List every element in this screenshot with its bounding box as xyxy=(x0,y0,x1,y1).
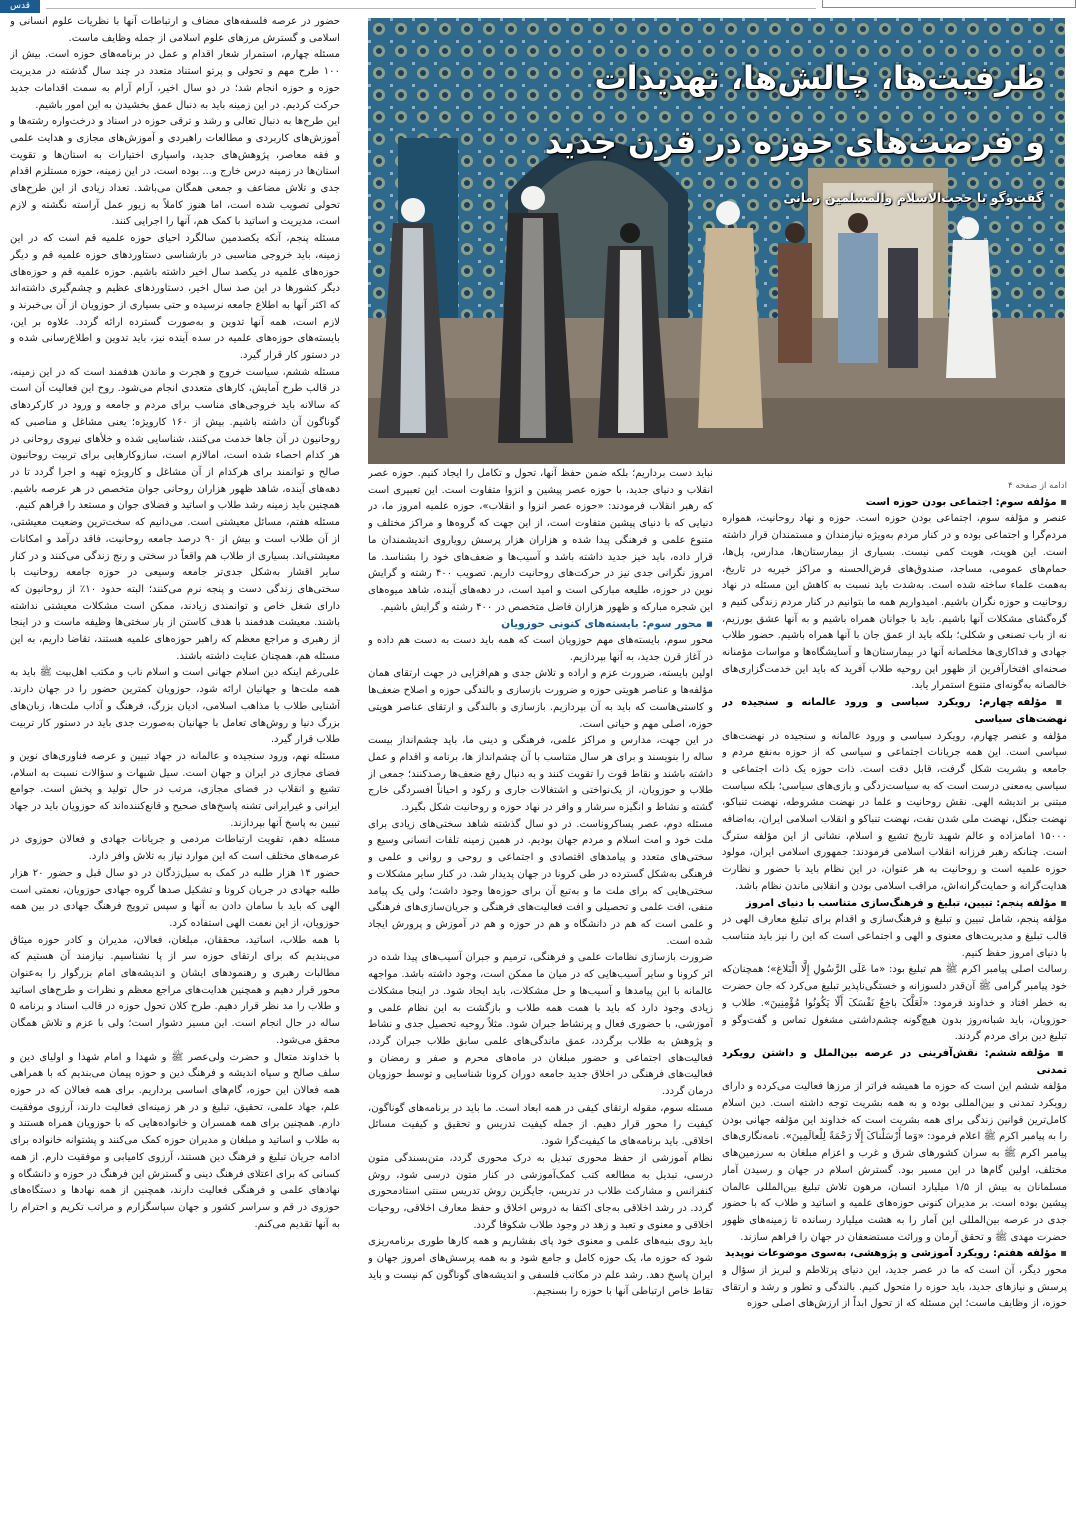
article-column-right xyxy=(722,478,1067,1520)
hero-photo xyxy=(368,18,1065,464)
headline-block xyxy=(545,58,1045,162)
paragraph: مؤلفه ششم این است که حوزه ما همیشه فراتر از مرزها فعالیت می‌کرده و دارای رویکرد تمدنی و بین‌المللی بوده و به همه بشریت توجه داشته است. دین اسلام کامل‌ترین قوانین زندگی برای همه بشریت است که خداوند این مؤلفه جهانی بودن را به پیامبر اکرم ﷺ اعلام فرمود: «وَما أَرْسَلْناکَ إِلّا رَحْمَةً لِلْعالَمِینَ». نامه‌نگاری‌های پیامبر اکرم ﷺ به سران کشورهای شرق و غرب و اعزام مبلغان به سرزمین‌های مختلف، اولین گام‌ها در این مسیر بود. گسترش اسلام در جهان و رسیدن آمار مسلمانان به بیش از ۱/۵ میلیارد انسان، مرهون تلاش تبلیغ بین‌المللی عالمان پیشین بوده است. بر مدیران کنونی حوزه‌های علمیه و اساتید و طلاب که با حضور جدی در عرصه بین‌المللی این آمار را به هشت میلیارد رسانده تا زمینه‌های ظهور حضرت مهدی ﷺ و تحقق آرمان و وراثت مستضعفان در جهان را فراهم سازند. xyxy=(722,1081,1067,1243)
masthead-logo-bar xyxy=(0,0,40,13)
subheading-component-5: ▪ مؤلفه پنجم: تبیین، تبلیغ و فرهنگ‌سازی متناسب با دنیای امروز xyxy=(722,896,1067,913)
paragraph: محور دیگر، آن است که ما در عصر جدید، این دنیای پرتلاطم و لبریز از سؤال و پرسش و نیازهای جدید، باید حوزه را متحول کنیم. بالندگی و تطور و رشد و ارتقای حوزه، از وظایف ماست؛ این مسئله که از تحول ابداً از ارزش‌های اصلی حوزه xyxy=(722,1265,1067,1310)
section-heading-axis-3: ▪ محور سوم: بایسته‌های کنونی حوزویان xyxy=(368,616,713,633)
paragraph: حضور در عرصه فلسفه‌های مضاف و ارتباطات آنها با نظریات علوم انسانی و اسلامی و گسترش مرزهای علوم اسلامی از جمله وظایف ماست. xyxy=(10,16,340,44)
paragraph: در این جهت، مدارس و مراکز علمی، فرهنگی و دینی ما، باید چشم‌انداز بیست ساله را بنویسند و برای هر سال متناسب با آن چشم‌انداز ها، برنامه و اقدام و عمل داشته باشند و نقاط قوت را تقویت کنند و به دنبال رفع ضعف‌ها رصدکنند؛ جمعی از طلاب و حوزویان، از یک‌نواختی و اشتغالات جاری و رکود و احیاناً افسردگی خارج گشته و نشاط و انگیزه سرشار و وافر در نهاد حوزه و روحانیت شکل بگیرد. xyxy=(368,735,713,814)
paragraph-issue-7: مسئله هفتم، مسائل معیشتی است. می‌دانیم که سخت‌ترین وضعیت معیشتی، از آن طلاب است و بیش از ۹۰ درصد جامعه روحانیت، فاقد درآمد و امکانات معیشتی‌اند. بسیاری از طلاب هم واقعاً در سختی و رنج زندگی می‌کنند و در کنار سایر اقشار به‌شکل جدی‌تر جامعه وسیعی در حوزه جامعه روحانیت با سختی‌های زندگی دست و پنجه نرم می‌کنند؛ البته حدود ۱۰٪ از روحانیون که دارای شغل خاص و توانمندی زیادند، ممکن است مشکلات معیشتی نداشته باشند. معیشت هدفمند با هدف کاستن از بار سختی‌ها وظیفه ماست و در اینجا از رهبری و مراجع معظم که راهبر حوزه‌های علمیه هستند، تقاضا داریم، به این مسئله هم، همچنان عنایت داشته باشند. xyxy=(10,517,340,662)
paragraph: ضرورت بازسازی نظامات علمی و فرهنگی، ترمیم و جبران آسیب‌های پیدا شده در اثر کرونا و سایر آسیب‌هایی که در میان ما ممکن است، وجود داشته باشد. مواجهه عالمانه با این پیامدها و آسیب‌ها و حل مشکلات، باید ایجاد شود. در اینجا مشکلات زیادی وجود دارد که باید با همت همه طلاب و بازگشت به این نظام علمی و آموزشی، با حضوری فعال و پرنشاط جبران شود. مثلاً روحیه تحصیل جدی و نشاط و پژوهش به طلاب برگردد، عمق ماندگی‌های علمی سابق طلاب جبران گردد، فعالیت‌های اجتماعی و حضور مبلغان در ماه‌های محرم و صفر و رمضان و فعالیت‌های فرهنگی در اخلاق جدید جامعه دوران کرونا شناسایی و توسط حوزویان درمان گردد. xyxy=(368,952,713,1098)
paragraph-issue-2: مسئله دوم، عصر پساکروناست. در دو سال گذشته شاهد سختی‌های زیادی برای ملت خود و امت اسلام و مردم جهان بودیم. در همین زمینه تلفات انسانی وسیع و سختی‌های متعدد و پیامدهای اقتصادی و اجتماعی و روحی و روانی و علمی و فرهنگی به‌شکل گسترده در طی کرونا در جهان پدیدار شد. در کنار سایر مشکلات و سختی‌هایی که برای ملت ما و به‌تبع آن برای حوزه‌ها وجود داشت؛ ولی یک پیامد منفی، افت علمی و تحصیلی و افت فعالیت‌های فرهنگی و جریان‌سازی‌های فرهنگی و علمی است که هم در دانشگاه و هم در حوزه و هم در آموزش و پرورش ایجاد شده است. xyxy=(368,818,713,947)
paragraph: حضور ۱۴ هزار طلبه در کمک به سیل‌زدگان در دو سال قبل و حضور ۲۰ هزار طلبه جهادی در جریان کرونا و تشکیل صدها گروه جهادی حوزویان، نعمتی است الهی که باید با سامان دادن به آنها و سپس ترویج فرهنگ جهادی در بین همه حوزویان، از این نعمت الهی استفاده کرد. xyxy=(10,867,340,929)
paragraph-issue-4 xyxy=(10,47,340,114)
paragraph: باید روی بنیه‌های علمی و معنوی خود پای بفشاریم و همه کارها طوری برنامه‌ریزی شود که حوزه ما، یک حوزه کامل و جامع شود و به همه پرسش‌های امروز جهان و ایران پاسخ دهد. رشد علم در مکاتب فلسفی و اندیشه‌های گوناگون کم نیست و باید تقاط خاص ارتباطی آنها با حوزه را بسنجیم. xyxy=(368,1236,713,1298)
paragraph: نباید دست برداریم؛ بلکه ضمن حفظ آنها، تحول و تکامل را ایجاد کنیم. حوزه عصر انقلاب و دنیای جدید، با حوزه عصر پیشین و انزوا متفاوت است. این تعبیری است که رهبر انقلاب فرمودند: «حوزه عصر انزوا و انقلاب»، حوزه علمیه امروز ما، در دنیایی که با دنیای پیشین متفاوت است، از این جهت که گروه‌ها و مراکز مختلف و متنوع علمی و فرهنگی پیدا شده و هزاران هزار پرسش رویاروی اندیشمندان ما قرار داده، باید خیز جدید داشته باشد و آسیب‌ها و ضعف‌های خود را بشناسد. ما امروز نگرانی جدی نیز در حرکت‌های روحانیت داریم. تصویب ۴۰۰ رشته و گرایش نوین در حوزه، طلیعه مبارکی است و امید است، در دهه‌های آینده، شاهد میوه‌های این شجره مبارکه و ظهور هزاران فاضل متخصص در ۴۰۰ رشته و گرایش باشیم. xyxy=(368,468,713,613)
paragraph: محور سوم، بایسته‌های مهم حوزویان است که همه باید دست به دست هم داده و در آغاز قرن جدید، به آنها بپردازیم. xyxy=(368,635,713,663)
paragraph: عنصر و مؤلفه سوم، اجتماعی بودن حوزه است. حوزه و نهاد روحانیت، همواره مردم‌گرا و اجتماعی بوده و در کنار مردم به‌ویژه نیازمندان و مستمندان قرار داشته است. این هویت، هویت کمی نیست. بسیاری از بیمارستان‌ها، مدارس، پل‌ها، حمام‌های عمومی، مساجد، صندوق‌های قرض‌الحسنه و مراکز خیریه در تاریخ، به‌همت علماء ساخته شده است. به‌شدت باید نسبت به کاهش این مسئله در نهاد روحانیت و حوزه نگران باشیم. امیدواریم همه ما بتوانیم در کنار مردم زندگی کنیم و گره‌گشای مشکلات آنها باشیم. باید با جوانان همراه باشیم و به آنها عشق بورزیم، نه از باب تصنعی و شکلی؛ بلکه باید از عمق جان با آنها همراه باشیم. حضور طلاب جهادی و فداکاری‌ها مخلصانه آنها در بیمارستان‌ها و آسایشگاه‌ها و مواسات مؤمنانه صحنه‌ای افتخارآفرین از ظهور این روحیه طلاب آفرید که باید این خدمت‌گزاری‌های خالصانه به‌گونه‌ای متنوع استمرار یابد. xyxy=(722,513,1067,692)
paragraph: با خداوند متعال و حضرت ولی‌عصر ﷺ و شهدا و امام شهدا و اولیای دین و سلف صالح و سپاه اندیشه و فرهنگ دین و حوزه پیمان می‌بندیم که با همراهی همه فعالان این حوزه، گام‌های اساسی برداریم. برای همه فعالان که در حوزه علم، جهاد علمی، تحقیق، تبلیغ و در هر زمینه‌ای فعالیت دارند، آرزوی موفقیت دارم. همچنین برای همه همسران و خانواده‌هایی که با حوزویان همراه هستند و به طلاب و اساتید و مبلغان و مدیران حوزه کمک می‌کنند و پشتوانه خانواده برای ادامه جریان تبلیغ و فرهنگ دین هستند، آرزوی کامیابی و موفقیت دارم. از همه کسانی که برای اعتلای فرهنگ دینی و گسترش این فرهنگ در حوزه و دانشگاه و نهادهای علمی و فرهنگی فعالیت دارند، همچنین از همه نهادها و دستگاه‌های حوزوی در قم و سراسر کشور و جهان سپاسگزارم و مراتب تکریم و احترام را به آنها تقدیم می‌کنم. xyxy=(10,1051,340,1230)
paragraph: مؤلفه پنجم، شامل تبیین و تبلیغ و فرهنگ‌سازی و اقدام برای تبلیغ معارف الهی در قالب تبلیغ و مدیریت‌های معنوی و الهی و اجتماعی است که این را نیز باید متناسب با دنیای امروز حفظ کنیم. xyxy=(722,914,1067,959)
headline-line-1: ظرفیت‌ها، چالش‌ها، تهدیدات xyxy=(594,59,1045,97)
paragraph-issue-6: مسئله ششم، سیاست خروج و هجرت و ماندن هدفمند است که در این زمینه، در قالب طرح آمایش، کارهای متعددی انجام می‌شود. روح این فعالیت آن است که سالانه باید خروجی‌های مناسب برای مردم و جامعه و ورود در کارکردهای گوناگون آن داشته باشیم. بیش از ۱۶۰ کارویژه؛ یعنی مشاغل و مناصبی که روحانیون در آن جاها خدمت می‌کنند، شناسایی شده و خلأهای نیروی روحانی در هر کدام احصاء شده است، امالازم است، سازوکارهایی برای تربیت روحانیون صالح و توانمند برای هرکدام از آن مشاغل و کارویژه تهیه و اجرا گردد تا در دهه‌های آینده، شاهد ظهور هزاران روحانی جوان متخصص در هر عرصه باشیم. همچنین باید زمینه رشد طلاب و اساتید و فضلای جوان و مستعد را فراهم کنیم. xyxy=(10,366,340,512)
subheading-component-4: ▪ مؤلفه چهارم: رویکرد سیاسی و ورود عالمانه و سنجیده در نهضت‌های سیاسی xyxy=(722,695,1067,728)
paragraph-issue-5: مسئله پنجم، آنکه یکصدمین سالگرد احیای حوزه علمیه قم است که در این زمینه، باید خروجی مناسبی در بازشناسی دستاوردهای حوزه علمیه قم و دیگر حوزه‌های علمیه در یکصد سال اخیر داشته باشیم. حوزه علمیه قم و حوزه‌های دیگر کشورها در این صد سال اخیر، دستاوردهای عظیم و چشم‌گیری داشته‌اند که اکثر آنها به اطلاع جامعه نرسیده و حتی بسیاری از حوزویان از آن بی‌خبرند و لازم است، همه آنها تدوین و به‌صورت گسترده ارائه گردد. علاوه بر این، بایسته‌های حوزه‌های علمیه در سده آینده نیز، باید تدوین و اطلاع‌رسانی شده و در دستور کار قرار گیرد. xyxy=(10,233,340,362)
paragraph: با همه طلاب، اساتید، محققان، مبلغان، فعالان، مدیران و کادر حوزه میثاق می‌بندیم که برای ارتقای حوزه سر از پا نشناسیم. نیازمند آن هستیم که مطالبات رهبری و رهنمودهای ایشان و اندیشه‌های امام بزرگوار را به‌عنوان محور قرار دهیم و همچنین هدایت‌های مراجع معظم و نظرات و طرح‌های اساتید و طلاب را مد نظر قرار دهیم. طرح کلان تحول حوزه در قالب اسناد و برنامه ۵ ساله در حال انجام است. این مسیر دشوار است؛ ولی با عزم و تلاش همگان محقق می‌شود. xyxy=(10,934,340,1046)
paragraph-issue-10: مسئله دهم، تقویت ارتباطات مردمی و جریانات جهادی و فعالان حوزوی در عرصه‌های مختلف است که این موارد نیاز به تلاش وافر دارد. xyxy=(10,834,340,863)
interview-byline: گفت‌وگو با حجت‌الاسلام والمسلمین زمانی xyxy=(783,190,1043,205)
paragraph: علی‌رغم اینکه دین اسلام جهانی است و اسلام ناب و مکتب اهل‌بیت ﷺ باید به همه ملت‌ها و جهانیان ارائه شود، حوزویان کمترین حضور را در جهان دارند. آشنایی طلاب با مذاهب اسلامی، ادیان بزرگ، فرهنگ و آداب ملت‌ها، زبان‌های بزرگ دنیا و روش‌های تعامل با جهانیان به‌صورت جدی باید در دستور کار تربیت طلاب قرار گیرد. xyxy=(10,667,340,746)
masthead-rule xyxy=(46,8,816,9)
paragraph: مؤلفه و عنصر چهارم، رویکرد سیاسی و ورود عالمانه و سنجیده در نهضت‌های سیاسی است. این همه جریانات اجتماعی و سیاسی که از حوزه به‌نفع مردم و جامعه و بشریت شکل گرفت، قابل دقت است. ذات حوزه یک ذات اجتماعی و سیاسی به‌معنی درست است که به سیاست‌زدگی و بازی‌های سیاسی؛ بلکه سیاست مبتنی بر اندیشه الهی. نقش روحانیت و علما در نهضت مشروطه، نهضت تنباکو، نهضت جنگل، نهضت ملی شدن نفت، نهضت تنباکو و انقلاب اسلامی ایران، به‌اضافه ۱۵۰۰۰ امامزاده و عالم شهید تاریخ تشیع و اسلام، نشانی از این مؤلفه سترگ است. چنانکه رهبر فرزانه انقلاب اسلامی فرمودند: جمهوری اسلامی ایران، مولود حوزه علمیه است و روحانیت به هر عنوان، در این نظام باید با حضور و نظارت هدایت‌گرانه و حمایت‌گرانه‌اش، مراقب اسلامی بودن و انقلابی ماندن نظام باشد. xyxy=(722,730,1067,892)
article-column-left xyxy=(10,14,340,1520)
continued-from-note: ادامه از صفحه ۴ xyxy=(1008,481,1067,491)
paragraph-text: مسئله چهارم، استمرار شعار اقدام و عمل در برنامه‌های حوزه است. بیش از ۱۰۰ طرح مهم و تحولی و پرتو استناد متعدد در چند سال گذشته در مدیریت حوزه و حوزه انجام شد؛ در دو سال اخیر، آرام آرام به سمت اقدامات جدید حرکت کردیم. در این زمینه باید به دنبال عمق بخشیدن به این امور باشیم. xyxy=(10,49,340,111)
newspaper-logo: قدس xyxy=(9,1,30,11)
paragraph: رسالت اصلی پیامبر اکرم ﷺ هم تبلیغ بود: «ما عَلَی الرَّسُولِ إِلَّا الْبَلاغ»؛ همچنان‌که خود پیامبر گرامی ﷺ آن‌قدر دلسوزانه و خستگی‌ناپذیر تبلیغ می‌کرد که جان حضرت به خطر افتاد و خداوند فرمود: «لَعَلَّکَ باخِعٌ نَفْسَکَ أَلّا یَکُونُوا مُؤْمِنِینَ». طلاب و حوزویان، باید شبانه‌روز بدون هیچ‌گونه چشم‌داشتی مشغول تماس و گفت‌وگو و تبلیغ دین برای مردم گردند. xyxy=(722,964,1067,1043)
paragraph: نظام آموزشی از حفظ محوری تبدیل به درک محوری گردد، متن‌بسندگی متون درسی، تبدیل به مطالعه کتب کمک‌آموزشی در کنار متون درسی شود، روش کنفرانس و مشارکت طلاب در تدریس، جایگزین روش تدریس سنتی استادمحوری گردد. در رشد اخلاقی به‌جای اکتفا به دروس اخلاق و حفظ معارف اخلاقی، روحیات اخلاقی و معنوی و تعبد و زهد در وجود طلاب شکوفا گردد. xyxy=(368,1152,713,1231)
paragraph: این طرح‌ها به دنبال تعالی و رشد و ترقی حوزه در اسناد و درخت‌واره رشته‌ها و آموزش‌های کاربردی و مطالعات راهبردی و آموزش‌های مجازی و هدایت علمی و فقه معاصر، پژوهش‌های جدید، واسپاری اختیارات به استان‌ها و تقویت استان‌ها در زمینه درس خارج و... بوده است. در این زمینه، حوزه مستلزم اقدام جدی و تلاش مضاعف و جمعی همگان می‌باشد. تعداد زیادی از این طرح‌های تحولی تصویب شده است، اما هنوز کاملاً به زیور عمل آراسته نگشته و لازم است، مدیریت و اساتید با کمک هم، آنها را اجرایی کنند. xyxy=(10,116,340,228)
paragraph-first-necessity: اولین بایسته، ضرورت عزم و اراده و تلاش جدی و هم‌افزایی در جهت ارتقای همان مؤلفه‌ها و عناصر هویتی حوزه و ضرورت بازسازی و بالندگی حوزه و اصلاح ضعف‌ها و کاستی‌هاست که باید به آن بپردازیم. بازسازی و بالندگی و ارتقای عناصر هویتی حوزه، اصلی مهم و حیاتی است. xyxy=(368,668,713,730)
paragraph-issue-9: مسئله نهم، ورود سنجیده و عالمانه در جهاد تبیین و عرصه فناوری‌های نوین و فضای مجازی در ایران و جهان است. سیل شبهات و سؤالات نسبت به اسلام، تشیع و انقلاب در فضای مجازی، مرتب در حال تولید و پخش است. جوامع ایرانی و غیرایرانی تشنه پاسخ‌های صحیح و قانع‌کننده‌اند که حوزویان باید در جهاد تبیین به پاسخ آنها بپردازند. xyxy=(10,750,340,829)
subheading-component-3: ▪ مؤلفه سوم: اجتماعی بودن حوزه است xyxy=(722,495,1067,512)
subheading-component-7: ▪ مؤلفه هفتم: رویکرد آموزشی و پژوهشی، به‌سوی موضوعات نوپدید xyxy=(722,1246,1067,1263)
masthead-box xyxy=(822,0,1076,8)
article-column-middle xyxy=(368,466,713,1520)
paragraph-issue-3: مسئله سوم، مقوله ارتقای کیفی در همه ابعاد است. ما باید در برنامه‌های گوناگون، کیفیت را محور قرار دهیم. از جمله کیفیت تدریس و تحقیق و کیفیت مسائل اخلاقی. باید برنامه‌های ما کیفیت‌گرا شود. xyxy=(368,1102,713,1148)
subheading-component-6: ▪ مؤلفه ششم: نقش‌آفرینی در عرصه بین‌الملل و داشتن رویکرد تمدنی xyxy=(722,1046,1067,1079)
headline-line-2: و فرصت‌های حوزه در قرن جدید xyxy=(544,123,1045,161)
